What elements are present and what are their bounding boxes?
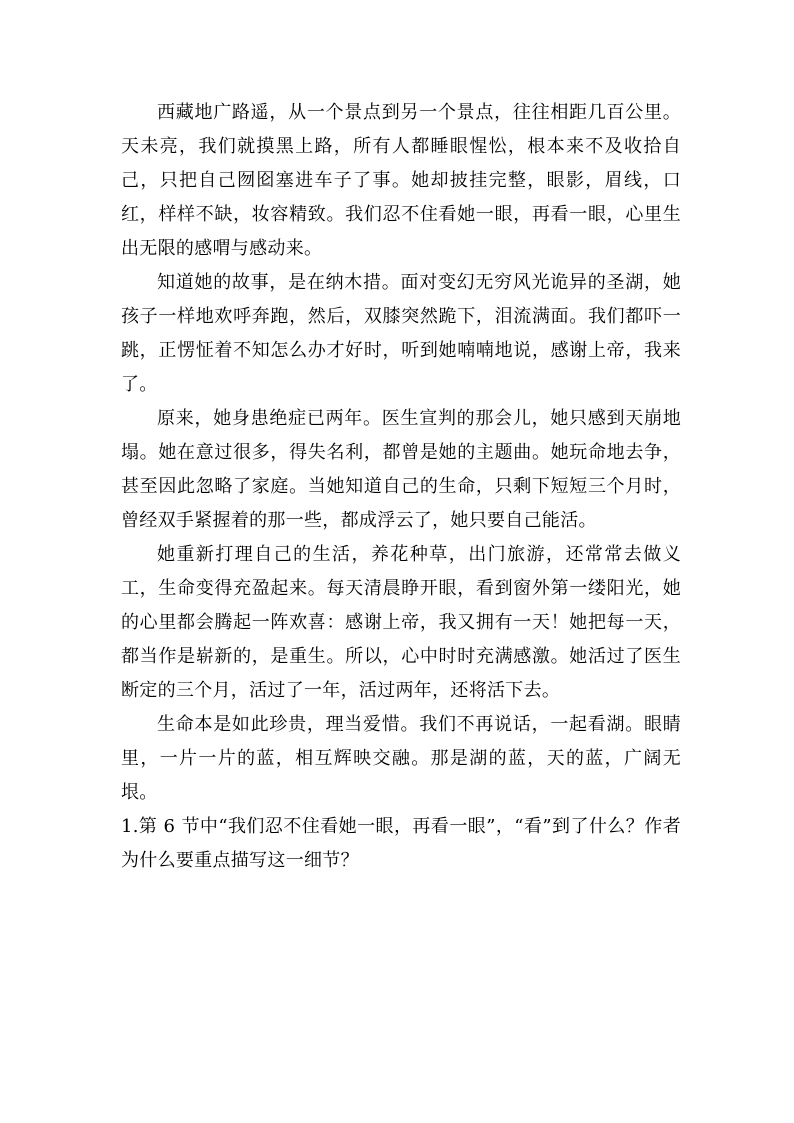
paragraph-1: 西藏地广路遥，从一个景点到另一个景点，往往相距几百公里。天未亮，我们就摸黑上路，所有人都睡眼惺忪，根本来不及收拾自己，只把自己囫囵塞进车子了事。她却披挂完整，眼影，眉线，口红，样样不缺，妆容精致。我们忍不住看她一眼，再看一眼，心里生出无限的感喟与感动来。 (121, 102, 681, 259)
paragraph-5: 生命本是如此珍贵，理当爱惜。我们不再说话，一起看湖。眼睛里，一片一片的蓝，相互辉映交融。那是湖的蓝，天的蓝，广阔无垠。 (121, 714, 681, 803)
document-body (121, 96, 681, 878)
paragraph-2: 知道她的故事，是在纳木措。面对变幻无穷风光诡异的圣湖，她孩子一样地欢呼奔跑，然后，双膝突然跪下，泪流满面。我们都吓一跳，正愣怔着不知怎么办才好时，听到她喃喃地说，感谢上帝，我来了。 (121, 272, 681, 395)
paragraph-3: 原来，她身患绝症已两年。医生宣判的那会儿，她只感到天崩地塌。她在意过很多，得失名利，都曾是她的主题曲。她玩命地去争，甚至因此忽略了家庭。当她知道自己的生命，只剩下短短三个月时，曾经双手紧握着的那一些，都成浮云了，她只要自己能活。 (121, 408, 681, 531)
question-1: 1.第 6 节中“我们忍不住看她一眼，再看一眼”，“看”到了什么？作者为什么要重点描写这一细节？ (121, 816, 681, 871)
paragraph-4: 她重新打理自己的生活，养花种草，出门旅游，还常常去做义工，生命变得充盈起来。每天清晨睁开眼，看到窗外第一缕阳光，她的心里都会腾起一阵欢喜：感谢上帝，我又拥有一天！她把每一天，都当作是崭新的，是重生。所以，心中时时充满感激。她活过了医生断定的三个月，活过了一年，活过两年，还将活下去。 (121, 544, 681, 701)
